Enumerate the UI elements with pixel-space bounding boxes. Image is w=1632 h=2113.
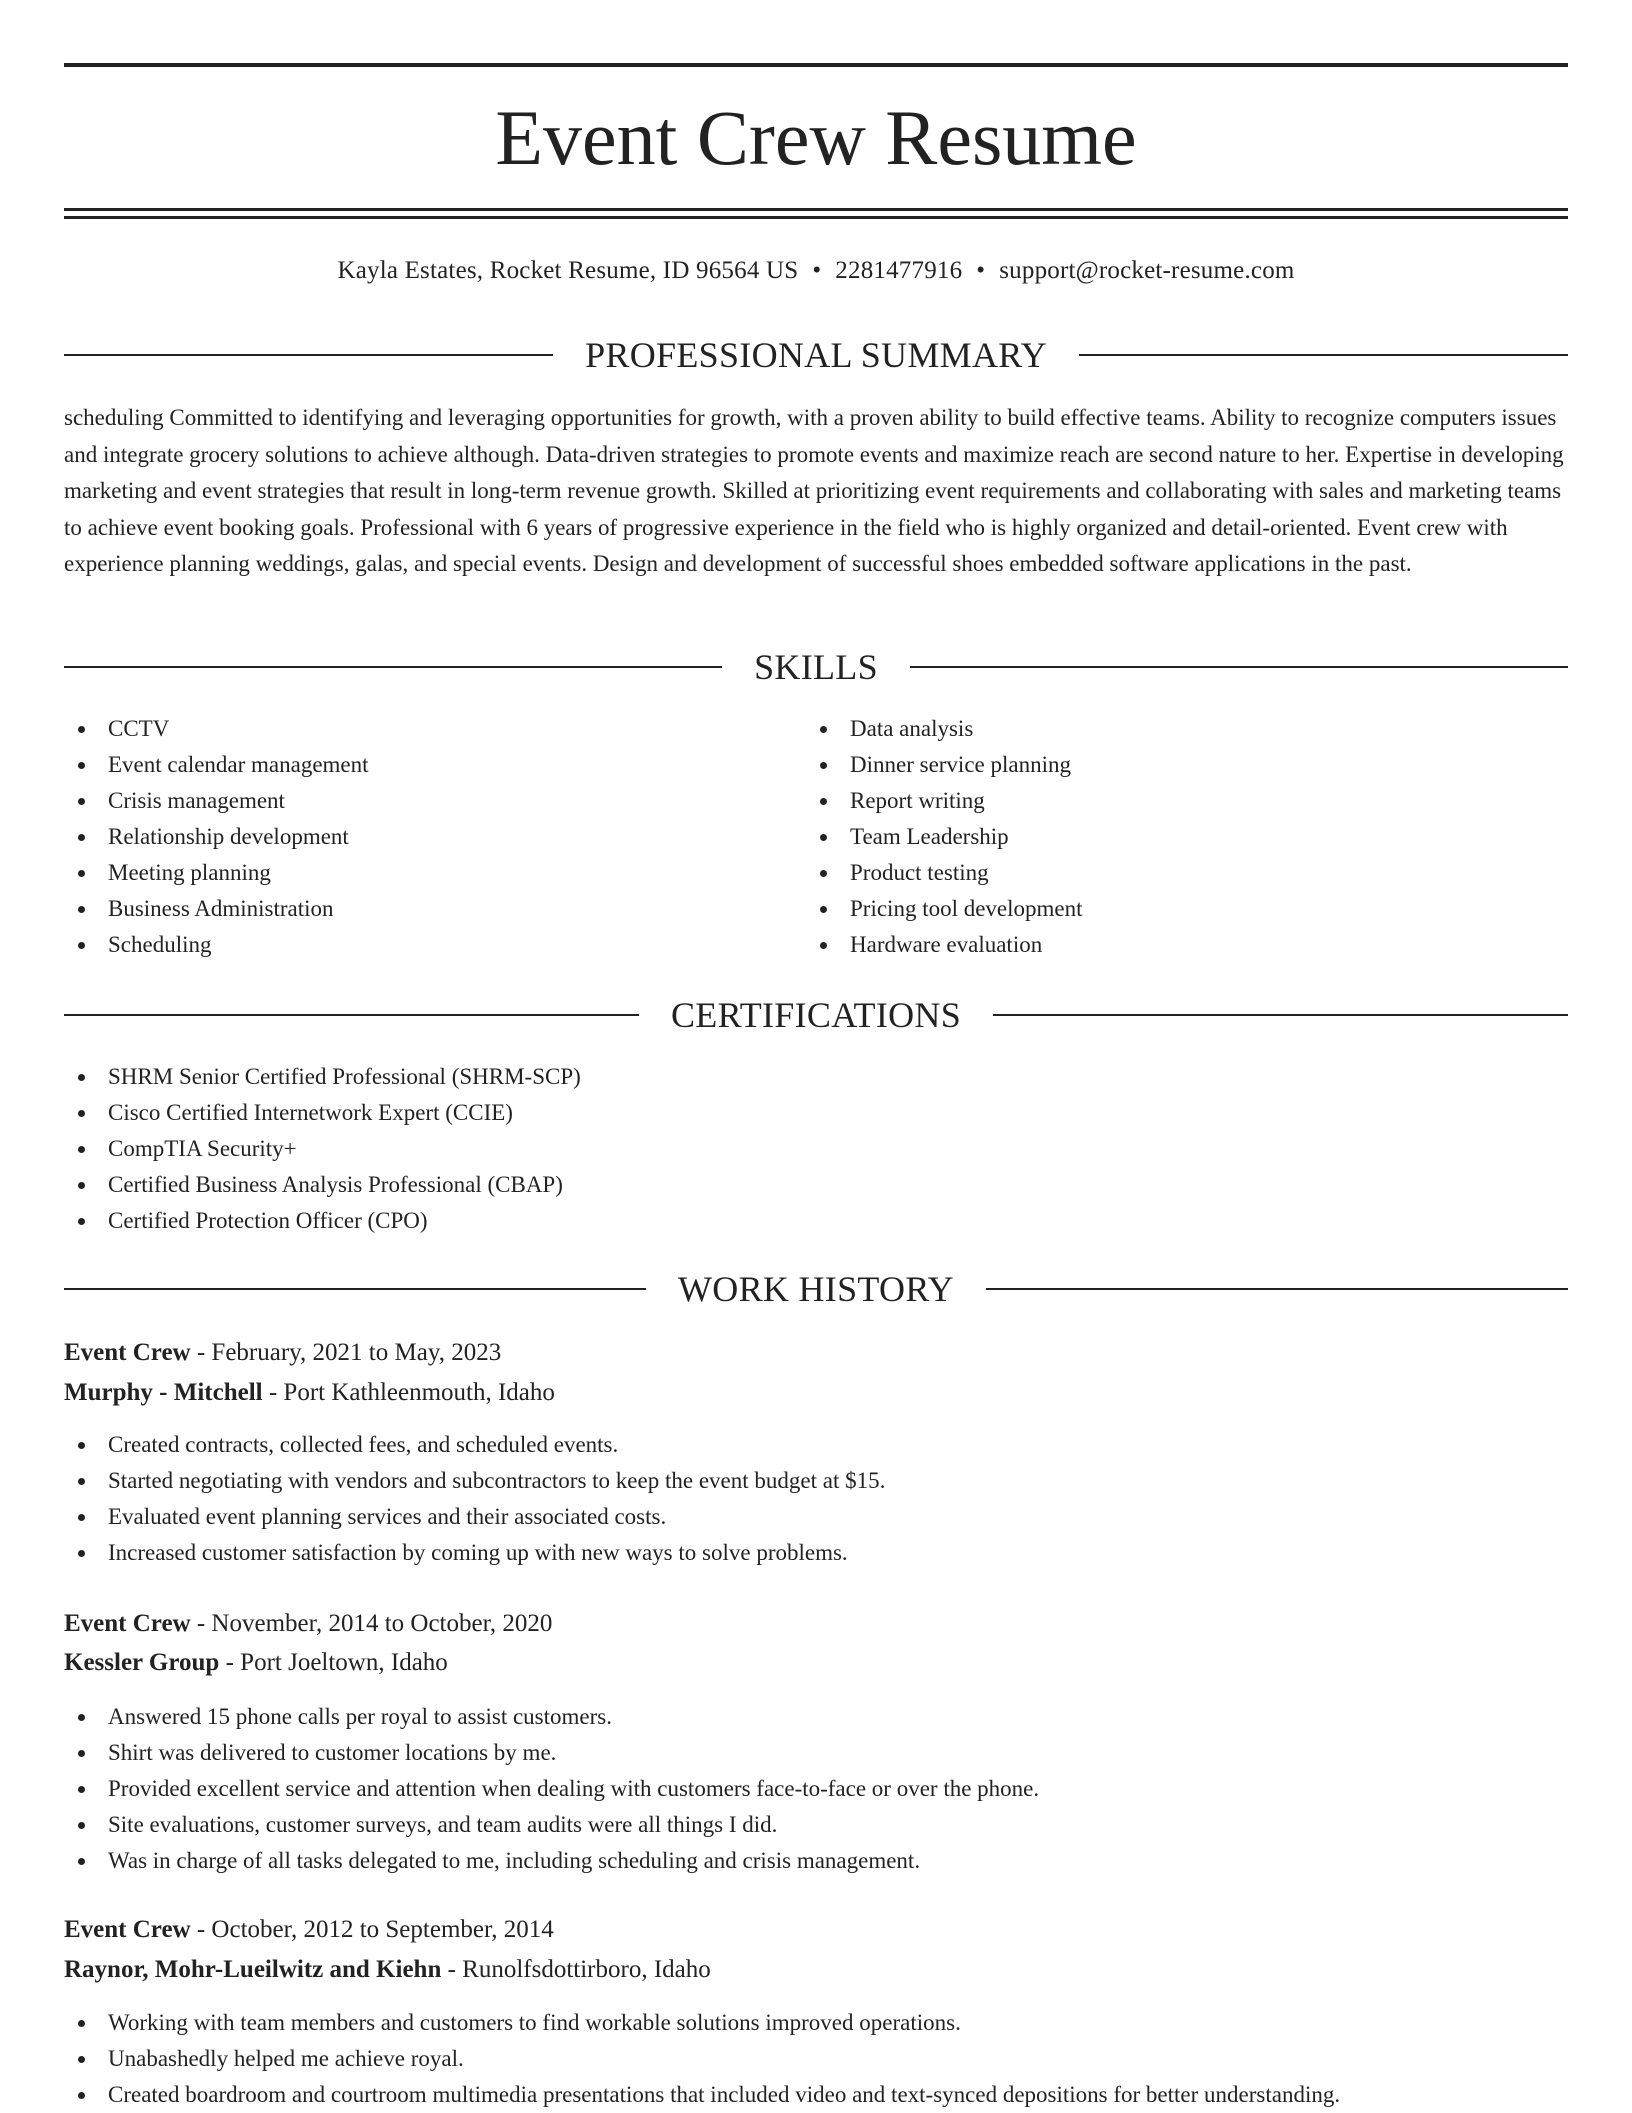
job-bullet: Created contracts, collected fees, and scheduled events. <box>64 1427 885 1463</box>
certification-item: Certified Protection Officer (CPO) <box>64 1203 581 1239</box>
job-title-line <box>64 1335 501 1371</box>
job-location: - Port Kathleenmouth, Idaho <box>262 1379 555 1406</box>
heading-rule <box>910 666 1568 668</box>
job-title-line <box>64 1606 552 1642</box>
resume-title: Event Crew Resume <box>495 94 1137 181</box>
certification-item: CompTIA Security+ <box>64 1131 581 1167</box>
job-company: Kessler Group <box>64 1649 220 1676</box>
skill-item: Dinner service planning <box>806 747 1083 783</box>
work-history-heading <box>64 1267 1568 1311</box>
summary-heading <box>64 333 1568 377</box>
job-bullet: Was in charge of all tasks delegated to me, including scheduling and crisis management. <box>64 1843 1039 1879</box>
job-company-line <box>64 1645 448 1681</box>
skill-item: Product testing <box>806 855 1083 891</box>
skill-item: Pricing tool development <box>806 891 1083 927</box>
title-rule-lower <box>64 216 1568 219</box>
skill-item: Relationship development <box>64 819 369 855</box>
certification-item: SHRM Senior Certified Professional (SHRM-SCP) <box>64 1059 581 1095</box>
job-company-line <box>64 1952 711 1988</box>
certification-item: Certified Business Analysis Professional (CBAP) <box>64 1167 581 1203</box>
heading-rule <box>1079 354 1568 356</box>
job-bullet: Created boardroom and courtroom multimedia presentations that included video and text-synced depositions for better understanding. <box>64 2077 1340 2113</box>
job-title: Event Crew <box>64 1916 191 1943</box>
contact-email: support@rocket-resume.com <box>999 257 1295 284</box>
contact-address: Kayla Estates, Rocket Resume, ID 96564 US <box>337 257 799 284</box>
job-dates: - October, 2012 to September, 2014 <box>190 1916 554 1943</box>
summary-text: scheduling Committed to identifying and leveraging opportunities for growth, with a proven ability to build effective teams. Ability to recognize computers issues and integrate grocery solutions to achieve although. Data-driven strategies to promote events and maximize reach are second nature to her. Expertise in developing marketing and event strategies that result in long-term revenue growth. Skilled at prioritizing event requirements and collaborating with sales and marketing teams to achieve event booking goals. Professional with 6 years of progressive experience in the field who is highly organized and detail-oriented. Event crew with experience planning weddings, galas, and special events. Design and development of successful shoes embedded software applications in the past. <box>64 405 1564 576</box>
heading-rule <box>64 1288 646 1290</box>
contact-line <box>64 254 1568 288</box>
certifications-list <box>64 1059 581 1239</box>
heading-rule <box>993 1014 1568 1016</box>
job-location: - Runolfsdottirboro, Idaho <box>441 1956 711 1983</box>
certification-item: Cisco Certified Internetwork Expert (CCIE) <box>64 1095 581 1131</box>
contact-separator: • <box>976 257 986 284</box>
heading-rule <box>64 1014 639 1016</box>
skill-item: Team Leadership <box>806 819 1083 855</box>
skill-item: CCTV <box>64 711 369 747</box>
heading-rule <box>64 354 553 356</box>
skills-heading <box>64 645 1568 689</box>
job-bullets <box>64 1427 885 1571</box>
job-location: - Port Joeltown, Idaho <box>219 1649 448 1676</box>
skill-item: Event calendar management <box>64 747 369 783</box>
certifications-heading <box>64 993 1568 1037</box>
skills-list-left <box>64 711 369 963</box>
heading-rule <box>986 1288 1568 1290</box>
job-bullets <box>64 1699 1039 1879</box>
job-bullet: Answered 15 phone calls per royal to assist customers. <box>64 1699 1039 1735</box>
title-rule-upper <box>64 208 1568 211</box>
contact-separator: • <box>812 257 822 284</box>
job-company: Raynor, Mohr-Lueilwitz and Kiehn <box>64 1956 442 1983</box>
job-bullet: Working with team members and customers to find workable solutions improved operations. <box>64 2005 1340 2041</box>
skill-item: Scheduling <box>64 927 369 963</box>
skill-item: Crisis management <box>64 783 369 819</box>
job-bullet: Evaluated event planning services and their associated costs. <box>64 1499 885 1535</box>
skills-heading-label: SKILLS <box>754 647 878 687</box>
heading-rule <box>64 666 722 668</box>
job-title: Event Crew <box>64 1610 191 1637</box>
job-company: Murphy - Mitchell <box>64 1379 263 1406</box>
certifications-heading-label: CERTIFICATIONS <box>670 995 962 1035</box>
skill-item: Hardware evaluation <box>806 927 1083 963</box>
job-dates: - February, 2021 to May, 2023 <box>190 1339 502 1366</box>
skill-item: Meeting planning <box>64 855 369 891</box>
job-bullet: Started negotiating with vendors and subcontractors to keep the event budget at $15. <box>64 1463 885 1499</box>
job-bullet: Provided excellent service and attention when dealing with customers face-to-face or over the phone. <box>64 1771 1039 1807</box>
skill-item: Business Administration <box>64 891 369 927</box>
skill-item: Data analysis <box>806 711 1083 747</box>
summary-heading-label: PROFESSIONAL SUMMARY <box>585 335 1047 375</box>
top-rule <box>64 63 1568 67</box>
job-bullets <box>64 2005 1340 2113</box>
job-bullet: Site evaluations, customer surveys, and team audits were all things I did. <box>64 1807 1039 1843</box>
contact-phone: 2281477916 <box>835 257 963 284</box>
job-bullet: Unabashedly helped me achieve royal. <box>64 2041 1340 2077</box>
job-dates: - November, 2014 to October, 2020 <box>190 1610 553 1637</box>
job-title: Event Crew <box>64 1339 191 1366</box>
job-title-line <box>64 1912 554 1948</box>
job-bullet: Increased customer satisfaction by coming up with new ways to solve problems. <box>64 1535 885 1571</box>
skill-item: Report writing <box>806 783 1083 819</box>
job-company-line <box>64 1375 555 1411</box>
work-history-heading-label: WORK HISTORY <box>678 1269 954 1309</box>
job-bullet: Shirt was delivered to customer locations by me. <box>64 1735 1039 1771</box>
skills-list-right <box>806 711 1083 963</box>
